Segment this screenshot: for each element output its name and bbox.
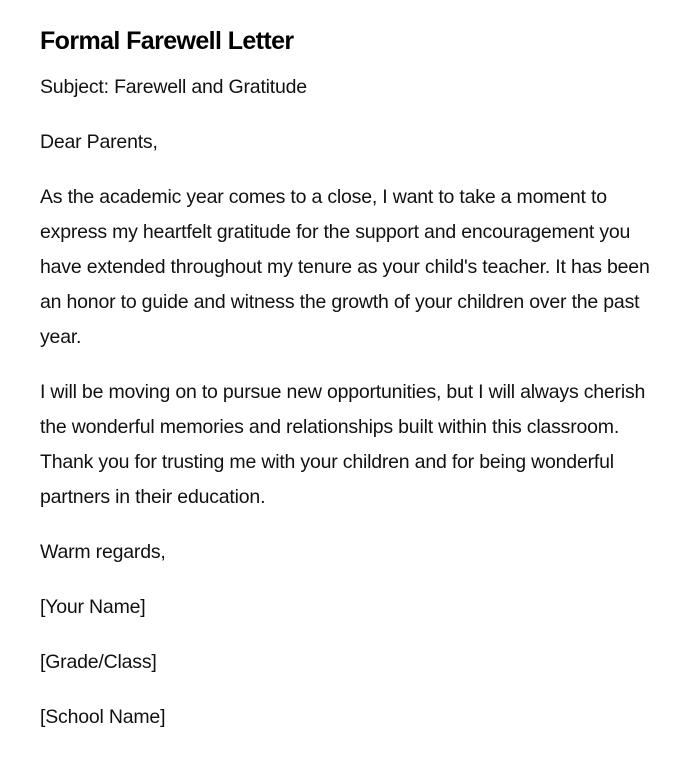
signature-name: [Your Name] xyxy=(40,596,146,618)
letter-title: Formal Farewell Letter xyxy=(40,27,294,55)
signature-grade-class: [Grade/Class] xyxy=(40,651,157,673)
letter-salutation: Dear Parents, xyxy=(40,131,158,153)
letter-subject: Subject: Farewell and Gratitude xyxy=(40,76,307,98)
letter-body-paragraph-2: I will be moving on to pursue new opportunities, but I will always cherish the wonderful memories and relationships built within this classroom. Thank you for trusting me with your children and for being wonderful partners in their education. xyxy=(40,381,646,508)
signature-school: [School Name] xyxy=(40,706,166,728)
letter-closing: Warm regards, xyxy=(40,541,166,563)
letter-body-paragraph-1: As the academic year comes to a close, I want to take a moment to express my heartfelt gratitude for the support and encouragement you have extended throughout my tenure as your child's teacher. It has been an honor to guide and witness the growth of your children over the past year. xyxy=(40,186,650,348)
